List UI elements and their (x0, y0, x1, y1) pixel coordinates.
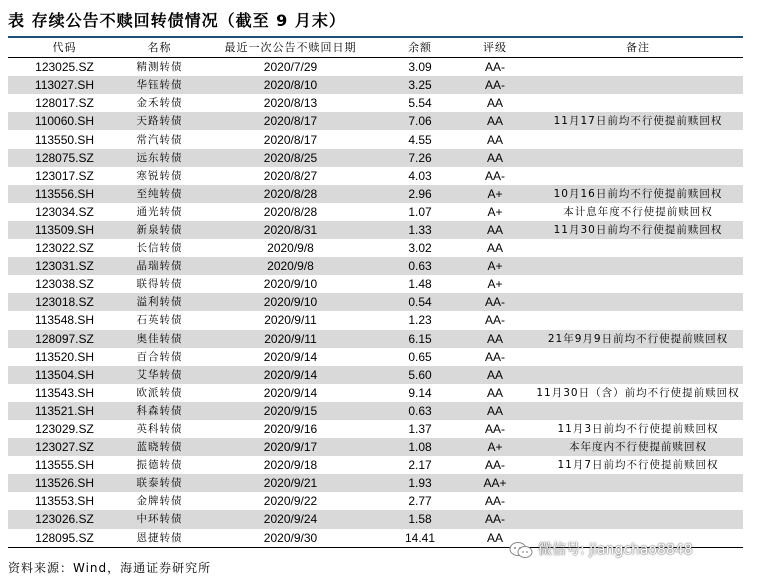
cell-balance: 1.37 (408, 422, 432, 437)
cell-date: 2020/9/14 (263, 385, 318, 400)
watermark-text: 微信号: jiangchao8848 (538, 542, 693, 558)
cell-note: 11月7日前均不行使提前赎回权 (557, 459, 719, 472)
cell-date: 2020/8/31 (198, 221, 383, 239)
cell-code: 128095.SZ (8, 529, 121, 548)
cell-name: 新泉转债 (121, 221, 198, 239)
cell-note (533, 149, 743, 167)
cell-balance: 0.63 (383, 257, 457, 275)
cell-note: 本年度内不行使提前赎回权 (533, 438, 743, 456)
cell-date: 2020/9/18 (263, 458, 318, 473)
cell-code: 128097.SZ (8, 330, 121, 348)
header-rating: 评级 (457, 39, 533, 58)
table-row (8, 203, 743, 221)
table-row (8, 402, 743, 420)
table-row (8, 221, 743, 239)
header-date: 最近一次公告不赎回日期 (198, 39, 383, 58)
cell-code: 113543.SH (34, 385, 95, 400)
cell-date: 2020/9/11 (264, 313, 317, 328)
cell-code: 113521.SH (8, 402, 121, 420)
table-row (8, 330, 743, 348)
cell-balance: 7.06 (383, 112, 457, 130)
cell-date: 2020/9/11 (198, 330, 383, 348)
cell-code: 113027.SH (8, 76, 121, 94)
cell-date: 2020/9/30 (198, 529, 383, 548)
cell-date: 2020/8/28 (198, 185, 383, 203)
cell-note: 11月3日前均不行使提前赎回权 (557, 423, 719, 436)
table-row (8, 94, 743, 112)
table-row (8, 474, 743, 492)
cell-balance: 1.08 (383, 438, 457, 456)
table-row (8, 311, 743, 329)
cell-name: 奥佳转债 (121, 330, 198, 348)
cell-code: 113509.SH (8, 221, 121, 239)
cell-note: 10月16日前均不行使提前赎回权 (533, 185, 743, 203)
table-row (8, 293, 743, 311)
cell-balance: 3.02 (408, 241, 432, 256)
cell-note: 11月30日（含）前均不行使提前赎回权 (536, 386, 740, 399)
cell-code: 113504.SH (8, 366, 121, 384)
cell-rating: A+ (487, 204, 503, 219)
cell-date: 2020/9/22 (263, 494, 318, 509)
cell-code: 123038.SZ (35, 277, 94, 292)
cell-rating: AA- (457, 510, 533, 528)
cell-balance: 5.60 (383, 366, 457, 384)
table-row (8, 167, 743, 185)
cell-rating: AA- (457, 293, 533, 311)
cell-rating: AA- (484, 458, 505, 473)
table-row (8, 149, 743, 167)
cell-rating: AA (457, 366, 533, 384)
cell-note (533, 311, 743, 329)
cell-name: 长信转债 (136, 242, 183, 255)
cell-balance: 3.09 (408, 60, 432, 75)
table-row (8, 185, 743, 203)
cell-rating: AA (457, 529, 533, 548)
cell-balance: 0.54 (383, 293, 457, 311)
cell-note (533, 293, 743, 311)
cell-name: 艾华转债 (121, 366, 198, 384)
cell-balance: 1.48 (408, 277, 432, 292)
cell-code: 128017.SZ (35, 96, 94, 111)
table-row (8, 420, 743, 438)
cell-balance: 4.03 (408, 168, 432, 183)
cell-balance: 14.41 (383, 529, 457, 548)
cell-note (533, 474, 743, 492)
cell-name: 远东转债 (121, 149, 198, 167)
table-row (8, 58, 743, 77)
cell-date: 2020/9/14 (263, 349, 318, 364)
cell-rating: AA (457, 112, 533, 130)
cell-balance: 1.33 (383, 221, 457, 239)
cell-note (533, 76, 743, 94)
cell-name: 天路转债 (121, 112, 198, 130)
table-row (8, 366, 743, 384)
cell-rating: AA (486, 132, 503, 147)
cell-rating: AA- (484, 168, 505, 183)
cell-note (533, 510, 743, 528)
table-row (8, 510, 743, 528)
cell-note: 11月17日前均不行使提前赎回权 (533, 112, 743, 130)
cell-balance: 1.58 (383, 510, 457, 528)
header-note: 备注 (533, 39, 743, 58)
cell-name: 恩捷转债 (121, 529, 198, 548)
table-row (8, 492, 743, 510)
cell-rating: AA- (484, 422, 505, 437)
wechat-icon (508, 541, 534, 559)
cell-name: 百合转债 (136, 350, 183, 363)
cell-rating: AA (486, 385, 503, 400)
cell-date: 2020/8/17 (263, 132, 318, 147)
watermark (508, 540, 693, 560)
cell-rating: AA (486, 241, 503, 256)
cell-date: 2020/8/17 (198, 112, 383, 130)
cell-balance: 1.93 (383, 474, 457, 492)
cell-rating: AA- (484, 313, 505, 328)
cell-rating: AA (457, 330, 533, 348)
table-body (8, 58, 743, 548)
cell-note (533, 275, 743, 293)
cell-code: 123027.SZ (8, 438, 121, 456)
cell-name: 联得转债 (136, 278, 183, 291)
cell-note (533, 130, 743, 148)
cell-code: 123017.SZ (35, 168, 94, 183)
cell-balance: 2.96 (383, 185, 457, 203)
cell-balance: 3.25 (383, 76, 457, 94)
cell-rating: AA (457, 221, 533, 239)
cell-date: 2020/9/10 (198, 293, 383, 311)
header-name: 名称 (121, 39, 198, 58)
cell-note (533, 348, 743, 366)
cell-note (533, 58, 743, 77)
cell-note (533, 402, 743, 420)
cell-date: 2020/9/14 (198, 366, 383, 384)
cell-rating: A+ (457, 438, 533, 456)
cell-rating: A+ (457, 257, 533, 275)
cell-name: 寒锐转债 (136, 169, 183, 182)
cell-balance: 1.23 (408, 313, 432, 328)
cell-code: 113526.SH (8, 474, 121, 492)
cell-balance: 1.07 (408, 204, 432, 219)
table-header-row (8, 39, 743, 58)
table-row (8, 130, 743, 148)
cell-code: 123026.SZ (8, 510, 121, 528)
cell-date: 2020/9/21 (198, 474, 383, 492)
cell-code: 113555.SH (34, 458, 95, 473)
cell-name: 振德转债 (136, 459, 183, 472)
cell-date: 2020/9/8 (267, 241, 314, 256)
cell-date: 2020/8/25 (198, 149, 383, 167)
cell-name: 华钰转债 (121, 76, 198, 94)
cell-balance: 7.26 (383, 149, 457, 167)
table-row (8, 348, 743, 366)
cell-rating: AA- (484, 349, 505, 364)
cell-name: 石英转债 (136, 314, 183, 327)
cell-rating: AA- (484, 494, 505, 509)
cell-name: 晶瑞转债 (121, 257, 198, 275)
table-row (8, 257, 743, 275)
table-row (8, 456, 743, 474)
cell-code: 123031.SZ (8, 257, 121, 275)
cell-code: 123034.SZ (35, 204, 94, 219)
header-balance: 余额 (383, 39, 457, 58)
cell-name: 欧派转债 (136, 386, 183, 399)
cell-code: 128075.SZ (8, 149, 121, 167)
header-code: 代码 (8, 39, 121, 58)
cell-code: 113548.SH (34, 313, 95, 328)
cell-note (533, 366, 743, 384)
non-redemption-table (8, 39, 743, 548)
cell-name: 通光转债 (136, 205, 183, 218)
cell-code: 123029.SZ (35, 422, 94, 437)
cell-date: 2020/9/17 (198, 438, 383, 456)
cell-date: 2020/9/15 (198, 402, 383, 420)
table-row (8, 76, 743, 94)
cell-name: 至纯转债 (121, 185, 198, 203)
cell-note: 21年9月9日前均不行使提前赎回权 (533, 330, 743, 348)
table-row (8, 112, 743, 130)
cell-balance: 2.77 (408, 494, 432, 509)
table-row (8, 384, 743, 402)
cell-name: 英科转债 (136, 423, 183, 436)
cell-code: 123022.SZ (35, 241, 94, 256)
cell-balance: 5.54 (408, 96, 432, 111)
cell-code: 113550.SH (34, 132, 95, 147)
cell-code: 123025.SZ (35, 60, 94, 75)
cell-date: 2020/9/10 (263, 277, 318, 292)
table-title: 表 存续公告不赎回转债情况（截至 9 月末） (8, 11, 346, 30)
cell-rating: AA- (484, 60, 505, 75)
cell-rating: AA (486, 96, 503, 111)
cell-balance: 0.63 (383, 402, 457, 420)
cell-date: 2020/9/16 (263, 422, 318, 437)
cell-date: 2020/8/10 (198, 76, 383, 94)
cell-balance: 4.55 (408, 132, 432, 147)
cell-balance: 6.15 (383, 330, 457, 348)
cell-rating: AA+ (457, 474, 533, 492)
cell-name: 科森转债 (121, 402, 198, 420)
cell-rating: A+ (487, 277, 503, 292)
cell-note (533, 257, 743, 275)
cell-date: 2020/7/29 (263, 60, 318, 75)
cell-note: 11月30日前均不行使提前赎回权 (533, 221, 743, 239)
cell-note: 本计息年度不行使提前赎回权 (563, 205, 713, 218)
cell-balance: 9.14 (408, 385, 432, 400)
cell-code: 123018.SZ (8, 293, 121, 311)
cell-code: 113556.SH (8, 185, 121, 203)
source-note: 资料来源：Wind，海通证券研究所 (8, 561, 212, 575)
cell-name: 联泰转债 (121, 474, 198, 492)
cell-name: 精测转债 (136, 61, 183, 74)
cell-name: 蓝晓转债 (121, 438, 198, 456)
cell-note (533, 492, 743, 510)
cell-date: 2020/9/8 (198, 257, 383, 275)
cell-name: 金禾转债 (136, 97, 183, 110)
cell-date: 2020/8/27 (263, 168, 318, 183)
cell-rating: AA (457, 149, 533, 167)
cell-code: 110060.SH (8, 112, 121, 130)
cell-rating: A+ (457, 185, 533, 203)
cell-note (533, 94, 743, 112)
table-row (8, 275, 743, 293)
cell-name: 溢利转债 (121, 293, 198, 311)
cell-name: 金牌转债 (136, 495, 183, 508)
table-row (8, 438, 743, 456)
cell-date: 2020/8/28 (263, 204, 318, 219)
cell-code: 113520.SH (34, 349, 95, 364)
cell-note (533, 239, 743, 257)
cell-code: 113553.SH (34, 494, 95, 509)
cell-date: 2020/9/24 (198, 510, 383, 528)
cell-date: 2020/8/13 (263, 96, 318, 111)
cell-note (533, 167, 743, 185)
cell-rating: AA- (457, 76, 533, 94)
cell-name: 常汽转债 (136, 133, 183, 146)
title-rule (8, 36, 743, 38)
cell-balance: 2.17 (408, 458, 432, 473)
cell-name: 中环转债 (121, 510, 198, 528)
cell-rating: AA (457, 402, 533, 420)
cell-balance: 0.65 (408, 349, 432, 364)
table-row (8, 239, 743, 257)
